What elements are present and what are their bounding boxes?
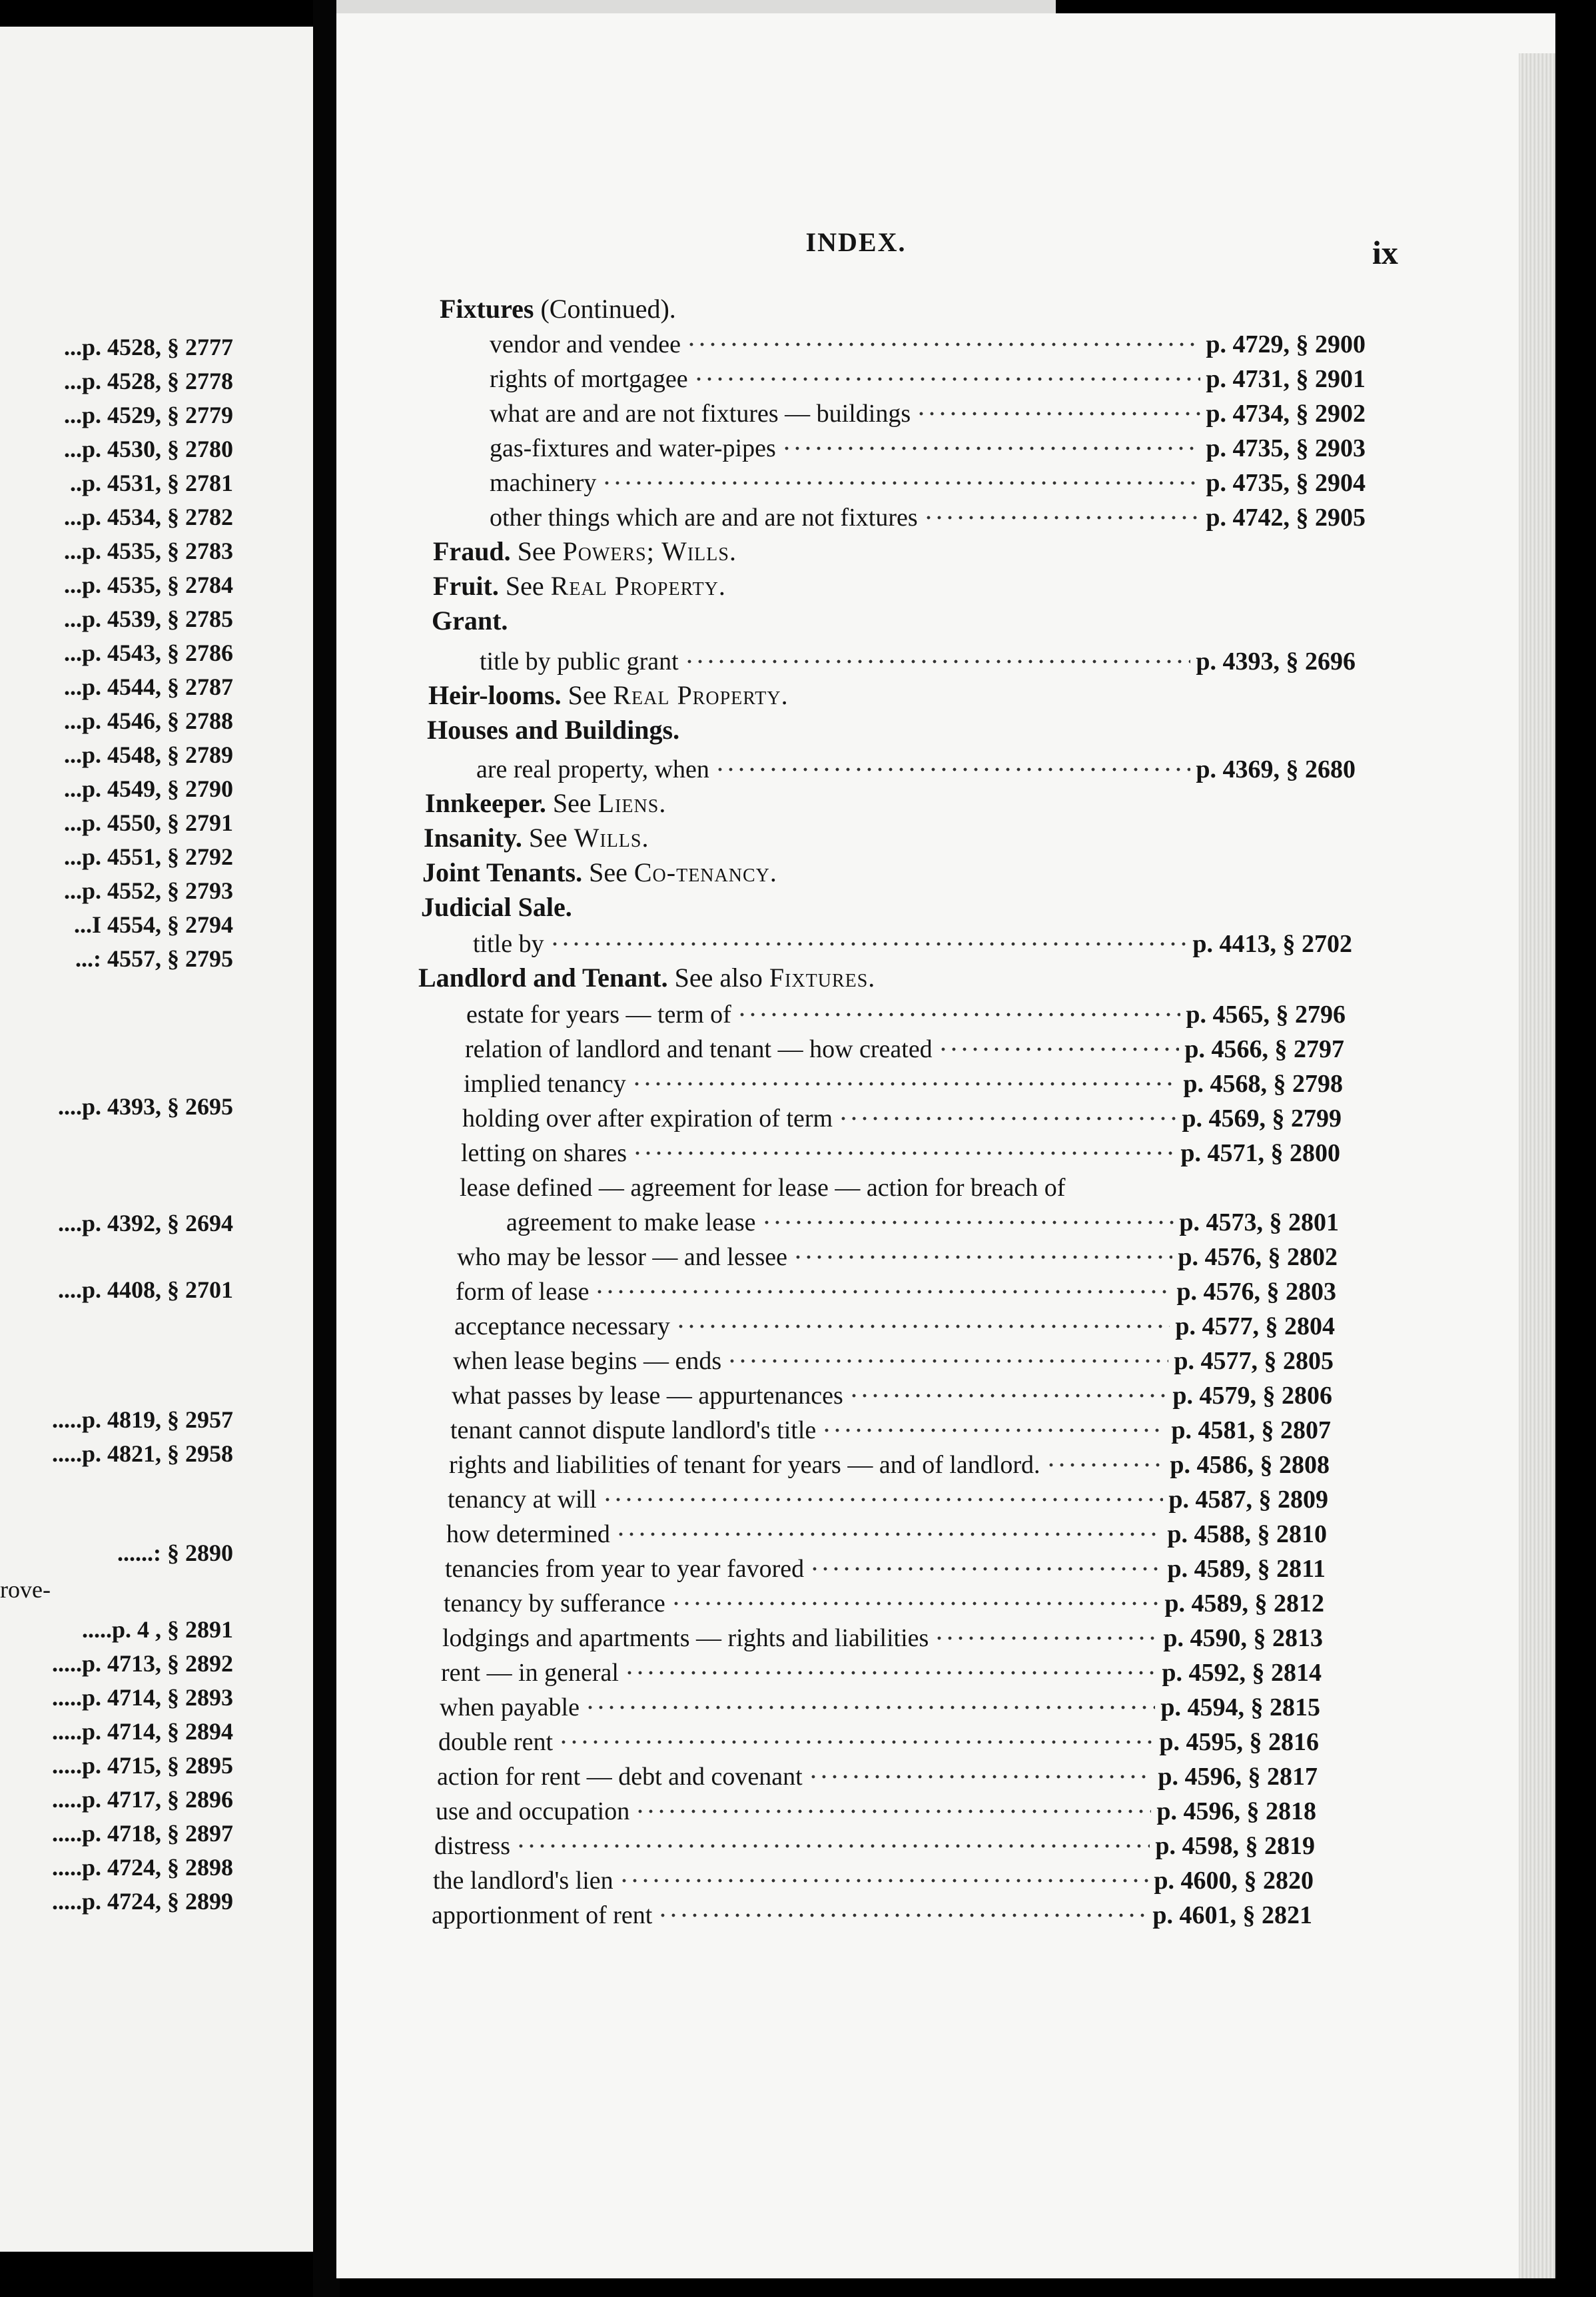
index-entry	[460, 1171, 1339, 1204]
see-label: See	[528, 823, 568, 853]
left-page-line: ...p. 4548, § 2789	[63, 741, 233, 768]
entry-text: machinery	[490, 469, 597, 497]
left-page-line: .....p. 4717, § 2896	[51, 1786, 233, 1813]
heading-houses: Houses and Buildings.	[427, 715, 680, 745]
entry-text: the landlord's lien	[433, 1867, 613, 1895]
entry-reference: p. 4731, § 2901	[1206, 365, 1366, 393]
entry-reference: p. 4369, § 2680	[1196, 755, 1356, 783]
dot-leader	[934, 1636, 1158, 1640]
index-entry	[440, 1691, 1320, 1724]
left-page-line: ....p. 4408, § 2701	[57, 1276, 233, 1303]
left-page-partial-word: rove-	[0, 1576, 51, 1603]
heading-landlord-and-tenant	[418, 962, 875, 993]
dot-leader	[602, 1498, 1164, 1502]
heading-fruit	[433, 570, 726, 602]
index-entry	[444, 1587, 1324, 1620]
book-gutter	[313, 0, 340, 2297]
entry-reference: p. 4586, § 2808	[1170, 1451, 1330, 1479]
left-page-line: .....p. 4714, § 2894	[51, 1718, 233, 1745]
entry-reference: p. 4592, § 2814	[1162, 1659, 1322, 1687]
left-page-line: ...p. 4543, § 2786	[63, 640, 233, 666]
dot-leader	[821, 1428, 1166, 1432]
cross-reference: Liens.	[598, 788, 667, 818]
index-entry	[466, 998, 1346, 1031]
see-label: See also	[674, 963, 763, 993]
index-entry	[442, 1621, 1323, 1655]
dot-leader	[671, 1602, 1160, 1606]
left-page-line: .....p. 4713, § 2892	[51, 1650, 233, 1677]
dot-leader	[686, 342, 1200, 346]
entry-text: gas-fixtures and water-pipes	[490, 434, 776, 462]
left-page-line: ..p. 4531, § 2781	[69, 470, 233, 496]
left-page	[0, 27, 313, 2252]
entry-reference: p. 4601, § 2821	[1152, 1901, 1312, 1929]
entry-text: rent — in general	[441, 1659, 619, 1687]
entry-reference: p. 4729, § 2900	[1206, 330, 1366, 358]
page-edge	[1519, 53, 1555, 2278]
dot-leader	[632, 1151, 1175, 1155]
see-label: See	[552, 788, 592, 818]
cross-reference: Real Property.	[550, 571, 726, 601]
dot-leader	[809, 1567, 1162, 1571]
index-entry	[480, 645, 1356, 678]
dot-leader	[516, 1844, 1150, 1848]
entry-reference: p. 4393, § 2696	[1196, 648, 1356, 676]
cross-reference: Real Property.	[613, 680, 789, 710]
entry-text: form of lease	[456, 1278, 590, 1306]
left-page-line: ...p. 4529, § 2779	[63, 402, 233, 428]
dot-leader	[675, 1324, 1170, 1328]
dot-leader	[550, 942, 1188, 946]
left-page-line: ...p. 4550, § 2791	[63, 809, 233, 836]
cross-reference: Co-tenancy.	[633, 857, 777, 887]
entry-reference: p. 4413, § 2702	[1192, 930, 1352, 958]
entry-text: when payable	[440, 1693, 580, 1721]
dot-leader	[615, 1532, 1162, 1536]
left-page-line: ...p. 4534, § 2782	[63, 504, 233, 530]
left-page-line: ...p. 4539, § 2785	[63, 606, 233, 632]
entry-text: what passes by lease — appurtenances	[452, 1382, 843, 1410]
index-entry	[446, 1518, 1327, 1551]
index-entry	[438, 1725, 1319, 1759]
left-page-line: ...p. 4535, § 2784	[63, 572, 233, 598]
entry-reference: p. 4735, § 2903	[1206, 434, 1366, 462]
entry-reference: p. 4565, § 2796	[1186, 1001, 1346, 1029]
entry-reference: p. 4579, § 2806	[1172, 1382, 1332, 1410]
entry-text: are real property, when	[476, 755, 709, 783]
index-entry	[465, 1033, 1344, 1066]
entry-text: how determined	[446, 1520, 610, 1548]
entry-reference: p. 4581, § 2807	[1171, 1416, 1331, 1444]
dot-leader	[715, 767, 1190, 771]
left-page-line: ...p. 4530, § 2780	[63, 436, 233, 462]
entry-text: apportionment of rent	[432, 1901, 653, 1929]
entry-text: use and occupation	[436, 1797, 630, 1825]
see-label: See	[589, 857, 627, 887]
entry-reference: p. 4598, § 2819	[1155, 1832, 1315, 1860]
left-page-line: .....p. 4715, § 2895	[51, 1752, 233, 1779]
heading-insanity	[424, 822, 649, 853]
heading-innkeeper	[425, 787, 666, 819]
heading-term: Insanity.	[424, 823, 522, 853]
entry-reference: p. 4576, § 2802	[1178, 1243, 1338, 1271]
cross-reference: Wills.	[574, 823, 649, 853]
index-entry	[454, 1310, 1335, 1343]
index-entry	[448, 1483, 1328, 1516]
heading-term: Innkeeper.	[425, 788, 546, 818]
dot-leader	[808, 1775, 1153, 1779]
index-entry	[450, 1414, 1331, 1447]
index-entry	[449, 1448, 1330, 1482]
heading-heir-looms	[428, 680, 789, 711]
index-entry	[490, 362, 1366, 396]
heading-term: Fixtures	[440, 294, 534, 324]
left-page-line: .....p. 4724, § 2899	[51, 1888, 233, 1915]
entry-reference: p. 4742, § 2905	[1206, 504, 1366, 532]
entry-reference: p. 4735, § 2904	[1206, 469, 1366, 497]
left-page-line: .....p. 4718, § 2897	[51, 1820, 233, 1847]
dot-leader	[693, 377, 1201, 381]
entry-reference: p. 4577, § 2805	[1174, 1347, 1334, 1375]
see-label: See	[517, 536, 556, 566]
index-entry	[462, 1102, 1342, 1135]
entry-reference: p. 4596, § 2817	[1158, 1763, 1318, 1791]
heading-grant: Grant.	[432, 606, 508, 636]
index-entry	[473, 927, 1352, 961]
left-page-line: .....p. 4714, § 2893	[51, 1684, 233, 1711]
cross-reference: Fixtures.	[769, 963, 876, 993]
entry-reference: p. 4594, § 2815	[1160, 1693, 1320, 1721]
left-page-line: .....p. 4 , § 2891	[81, 1616, 233, 1643]
entry-text: vendor and vendee	[490, 330, 681, 358]
index-entry	[437, 1760, 1318, 1793]
heading-term: Joint Tenants.	[422, 857, 583, 887]
entry-text: lease defined — agreement for lease — action for breach of	[460, 1174, 1066, 1202]
heading-judicial-sale: Judicial Sale.	[421, 892, 572, 922]
running-head: INDEX.	[805, 227, 907, 257]
index-entry	[476, 753, 1356, 786]
dot-leader	[838, 1117, 1176, 1121]
left-page-line: ...p. 4546, § 2788	[63, 707, 233, 734]
entry-text: estate for years — term of	[466, 1001, 731, 1029]
entry-text: letting on shares	[461, 1139, 627, 1167]
entry-reference: p. 4596, § 2818	[1156, 1797, 1316, 1825]
index-entry	[464, 1067, 1343, 1101]
index-entry	[445, 1552, 1326, 1586]
index-entry	[490, 501, 1366, 534]
entry-text: distress	[434, 1832, 510, 1860]
left-page-line: ...p. 4549, § 2790	[63, 775, 233, 802]
index-entry	[434, 1829, 1315, 1863]
left-page-line: .....p. 4819, § 2957	[51, 1406, 233, 1433]
entry-reference: p. 4600, § 2820	[1154, 1867, 1314, 1895]
entry-text: relation of landlord and tenant — how created	[465, 1035, 933, 1063]
dot-leader	[849, 1394, 1168, 1398]
dot-leader	[781, 446, 1201, 450]
entry-text: tenant cannot dispute landlord's title	[450, 1416, 817, 1444]
entry-text: tenancies from year to year favored	[445, 1555, 805, 1583]
dot-leader	[761, 1220, 1174, 1224]
entry-text: rights and liabilities of tenant for years — and of landlord.	[449, 1451, 1040, 1479]
dot-leader	[601, 481, 1200, 485]
dot-leader	[1046, 1463, 1165, 1467]
left-page-line: ...p. 4544, § 2787	[63, 674, 233, 700]
entry-reference: p. 4734, § 2902	[1206, 400, 1366, 428]
entry-text: holding over after expiration of term	[462, 1105, 833, 1133]
see-label: See	[505, 571, 544, 601]
dot-leader	[585, 1705, 1155, 1709]
entry-text: action for rent — debt and covenant	[437, 1763, 803, 1791]
dot-leader	[737, 1013, 1181, 1017]
entry-text: who may be lessor — and lessee	[457, 1243, 787, 1271]
entry-reference: p. 4595, § 2816	[1159, 1728, 1319, 1756]
page-top-strip	[336, 0, 1056, 13]
heading-fraud	[433, 536, 737, 567]
entry-text: tenancy by sufferance	[444, 1590, 665, 1617]
entry-reference: p. 4566, § 2797	[1184, 1035, 1344, 1063]
dot-leader	[635, 1809, 1151, 1813]
left-page-line: ...p. 4528, § 2777	[63, 334, 233, 360]
index-entry	[506, 1206, 1339, 1239]
index-page	[336, 13, 1555, 2278]
left-page-line: ...p. 4552, § 2793	[63, 877, 233, 904]
cross-reference: Powers; Wills.	[562, 536, 737, 566]
index-entry	[490, 328, 1366, 361]
entry-text: rights of mortgagee	[490, 365, 688, 393]
entry-text: lodgings and apartments — rights and liabilities	[442, 1624, 929, 1652]
left-page-line: ....p. 4393, § 2695	[57, 1093, 233, 1120]
index-entry	[457, 1240, 1338, 1274]
left-page-line: ....p. 4392, § 2694	[57, 1210, 233, 1236]
index-entry	[433, 1864, 1314, 1897]
heading-term: Fraud.	[433, 536, 511, 566]
dot-leader	[793, 1255, 1172, 1259]
dot-leader	[631, 1082, 1178, 1086]
left-page-line: ...p. 4551, § 2792	[63, 843, 233, 870]
index-entry	[453, 1344, 1334, 1378]
heading-term: Fruit.	[433, 571, 499, 601]
entry-reference: p. 4587, § 2809	[1168, 1486, 1328, 1514]
left-page-line: ...I 4554, § 2794	[73, 911, 233, 938]
dot-leader	[727, 1359, 1168, 1363]
entry-reference: p. 4568, § 2798	[1183, 1070, 1343, 1098]
entry-reference: p. 4571, § 2800	[1180, 1139, 1340, 1167]
dot-leader	[916, 412, 1200, 416]
heading-continued: (Continued).	[540, 294, 676, 324]
entry-text: other things which are and are not fixtures	[490, 504, 918, 532]
entry-text: title by	[473, 930, 544, 958]
entry-reference: p. 4569, § 2799	[1182, 1105, 1342, 1133]
index-entry	[456, 1275, 1336, 1308]
dot-leader	[923, 516, 1201, 520]
dot-leader	[624, 1671, 1156, 1675]
entry-text: tenancy at will	[448, 1486, 597, 1514]
entry-text: double rent	[438, 1728, 554, 1756]
heading-term: Landlord and Tenant.	[418, 963, 668, 993]
index-entry	[490, 466, 1366, 500]
dot-leader	[558, 1740, 1154, 1744]
entry-text: title by public grant	[480, 648, 679, 676]
index-entry	[436, 1795, 1316, 1828]
left-page-line: .....p. 4821, § 2958	[51, 1440, 233, 1467]
heading-fixtures	[440, 293, 676, 324]
heading-term: Heir-looms.	[428, 680, 562, 710]
left-page-line: ...p. 4535, § 2783	[63, 538, 233, 564]
entry-text: when lease begins — ends	[453, 1347, 722, 1375]
left-page-line: ...: 4557, § 2795	[75, 945, 233, 972]
index-entry	[452, 1379, 1332, 1412]
dot-leader	[594, 1290, 1171, 1294]
entry-text: implied tenancy	[464, 1070, 626, 1098]
dot-leader	[657, 1913, 1147, 1917]
dot-leader	[938, 1047, 1180, 1051]
heading-joint-tenants	[422, 857, 777, 888]
entry-reference: p. 4588, § 2810	[1167, 1520, 1327, 1548]
see-label: See	[568, 680, 607, 710]
index-entry	[490, 432, 1366, 465]
entry-reference: p. 4589, § 2811	[1167, 1555, 1326, 1583]
entry-reference: p. 4573, § 2801	[1179, 1208, 1339, 1236]
entry-text: acceptance necessary	[454, 1312, 670, 1340]
index-entry	[461, 1137, 1340, 1170]
index-entry	[432, 1899, 1312, 1932]
entry-reference: p. 4589, § 2812	[1164, 1590, 1324, 1617]
page-number: ix	[1372, 234, 1398, 271]
entry-reference: p. 4577, § 2804	[1175, 1312, 1335, 1340]
index-entry	[490, 397, 1366, 430]
dot-leader	[619, 1879, 1149, 1883]
left-page-line: .....p. 4724, § 2898	[51, 1854, 233, 1881]
entry-text: agreement to make lease	[506, 1208, 756, 1236]
left-page-line: ......: § 2890	[117, 1540, 233, 1566]
entry-reference: p. 4576, § 2803	[1176, 1278, 1336, 1306]
dot-leader	[684, 660, 1191, 664]
entry-reference: p. 4590, § 2813	[1163, 1624, 1323, 1652]
left-page-line: ...p. 4528, § 2778	[63, 368, 233, 394]
index-entry	[441, 1656, 1322, 1689]
entry-text: what are and are not fixtures — buildings	[490, 400, 911, 428]
